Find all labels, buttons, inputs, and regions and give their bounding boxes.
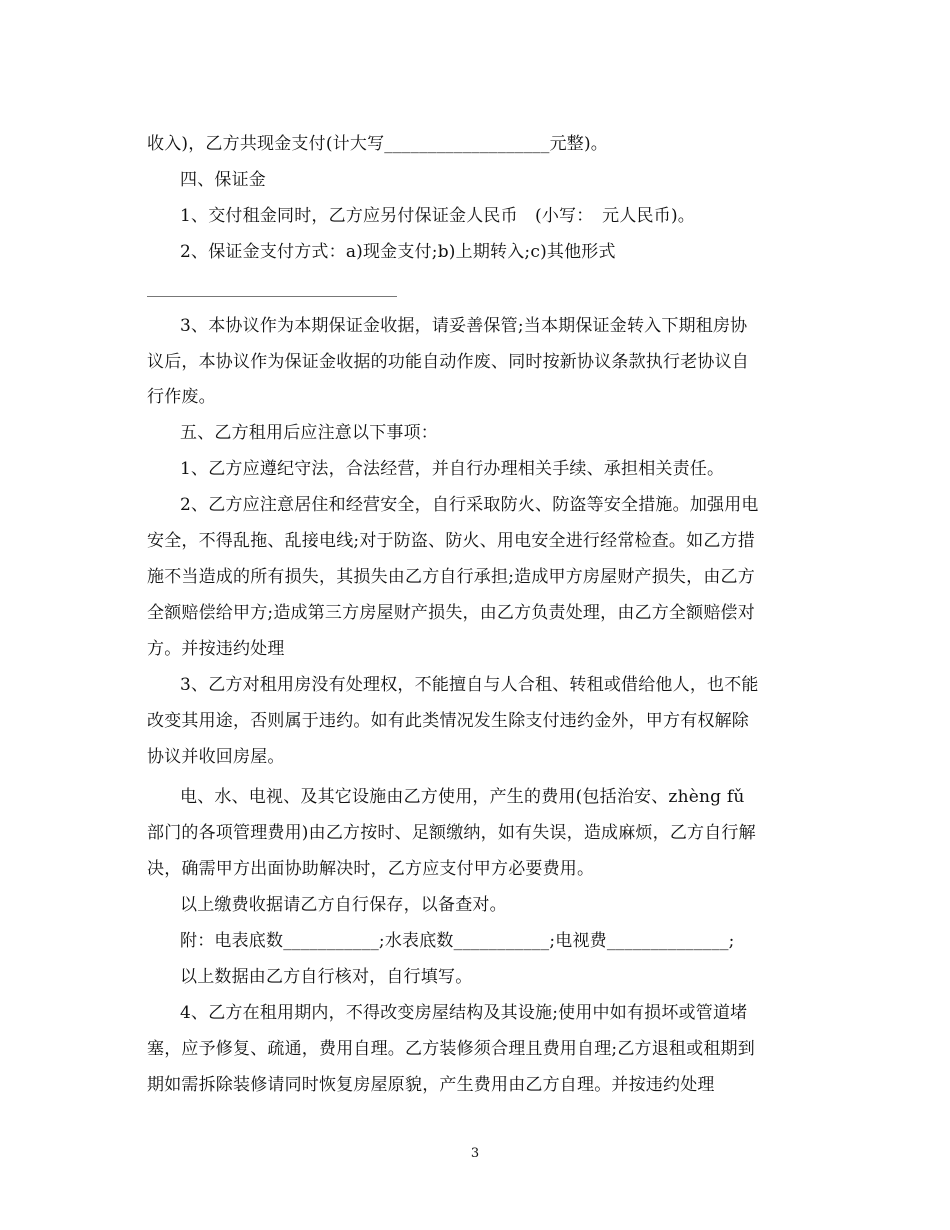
text-line: 电、水、电视、及其它设施由乙方使用，产生的费用(包括治安、zhèng fǔ xyxy=(180,787,745,807)
text-line: 行作废。 xyxy=(147,387,216,407)
text-line: 2、乙方应注意居住和经营安全，自行采取防火、防盗等安全措施。加强用电 xyxy=(180,495,759,515)
text-line: 4、乙方在租用期内，不得改变房屋结构及其设施;使用中如有损坏或管道堵 xyxy=(180,1003,748,1023)
text-line: 决，确需甲方出面协助解决时，乙方应支付甲方必要费用。 xyxy=(147,859,595,879)
text-line: 部门的各项管理费用)由乙方按时、足额缴纳，如有失误，造成麻烦，乙方自行解 xyxy=(147,823,756,843)
text-line: 1、乙方应遵纪守法，合法经营，并自行办理相关手续、承担相关责任。 xyxy=(180,459,725,479)
text-line: 安全，不得乱拖、乱接电线;对于防盗、防火、用电安全进行经常检查。如乙方措 xyxy=(147,531,755,551)
text-line: 塞，应予修复、疏通，费用自理。乙方装修须合理且费用自理;乙方退租或租期到 xyxy=(147,1039,755,1059)
section-heading: 五、乙方租用后应注意以下事项： xyxy=(180,423,438,443)
text-line: 施不当造成的所有损失，其损失由乙方自行承担;造成甲方房屋财产损失，由乙方 xyxy=(147,567,755,587)
text-line: 改变其用途，否则属于违约。如有此类情况发生除支付违约金外，甲方有权解除 xyxy=(147,711,749,731)
text-line: 1、交付租金同时，乙方应另付保证金人民币 (小写： 元人民币)。 xyxy=(180,206,695,226)
page-number: 3 xyxy=(470,1146,480,1161)
text-line: 议后，本协议作为保证金收据的功能自动作废、同时按新协议条款执行老协议自 xyxy=(147,352,749,372)
text-line: 收入)，乙方共现金支付(计大写___________________元整)。 xyxy=(147,134,608,154)
text-line: 3、本协议作为本期保证金收据，请妥善保管;当本期保证金转入下期租房协 xyxy=(180,316,748,336)
text-line: 以上数据由乙方自行核对，自行填写。 xyxy=(180,967,473,987)
text-line: 附：电表底数___________;水表底数___________;电视费______________; xyxy=(180,931,735,951)
text-line: 2、保证金支付方式：a)现金支付;b)上期转入;c)其他形式 xyxy=(180,242,616,262)
text-line: 全额赔偿给甲方;造成第三方房屋财产损失，由乙方负责处理，由乙方全额赔偿对 xyxy=(147,603,755,623)
text-line: 协议并收回房屋。 xyxy=(147,747,285,767)
text-line: 期如需拆除装修请同时恢复房屋原貌，产生费用由乙方自理。并按违约处理 xyxy=(147,1075,715,1095)
text-line: 3、乙方对租用房没有处理权，不能擅自与人合租、转租或借给他人，也不能 xyxy=(180,675,759,695)
text-line: 以上缴费收据请乙方自行保存，以备查对。 xyxy=(180,895,507,915)
blank-underline xyxy=(147,296,397,297)
text-line: 方。并按违约处理 xyxy=(147,639,285,659)
section-heading: 四、保证金 xyxy=(180,170,266,190)
